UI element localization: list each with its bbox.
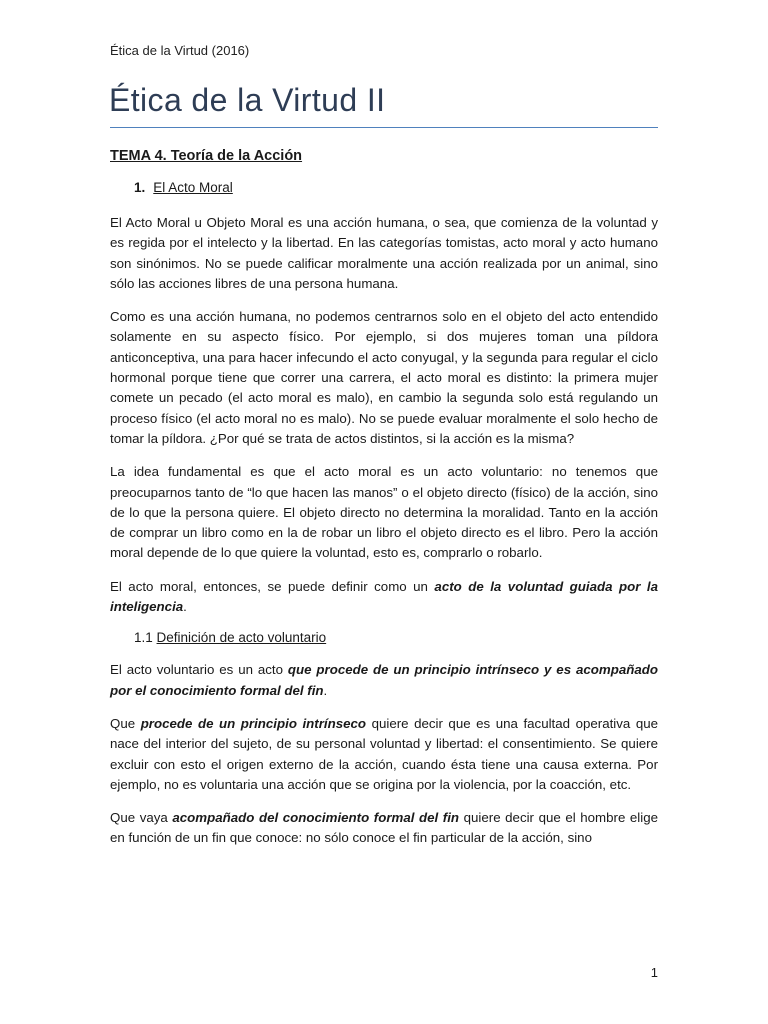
section-label: El Acto Moral	[153, 180, 233, 195]
section-number: 1.	[134, 180, 146, 195]
text-run: quiere decir que el hombre elige en función de un fin que conoce: no sólo conoce el fin particular de la acción, sino	[110, 810, 659, 846]
text-run: El acto voluntario es un acto	[110, 662, 288, 678]
emphasized-text: procede de un principio intrínseco	[140, 715, 367, 731]
chapter-heading: TEMA 4. Teoría de la Acción	[110, 148, 303, 164]
text-run: Que	[110, 715, 141, 731]
emphasized-text: acompañado del conocimiento formal del fin	[172, 810, 460, 826]
page-number: 1	[650, 965, 658, 980]
text-run: .	[183, 599, 187, 615]
paragraph-2: Como es una acción humana, no podemos centrarnos solo en el objeto del acto entendido solamente en su aspecto físico. Por ejemplo, si dos mujeres toman una píldora anticonceptiva, una para hacer infecundo el acto conyugal, y la segunda para regular el ciclo hormonal porque tiene que correr una carrera, el acto moral es distinto: la primera mujer comete un pecado (el acto moral es malo), en cambio la segunda solo está regulando un proceso físico (el acto moral no es malo). No se puede evaluar moralmente el solo hecho de tomar la píldora. ¿Por qué se trata de actos distintos, si la acción es la misma?	[110, 309, 658, 446]
emphasized-text: acto de la voluntad guiada por la inteligencia	[110, 578, 659, 615]
paragraph-4	[110, 577, 658, 618]
subsection-label: Definición de acto voluntario	[156, 630, 327, 646]
paragraph-3: La idea fundamental es que el acto moral es un acto voluntario: no tenemos que preocuparnos tanto de “lo que hacen las manos” o el objeto directo (físico) de la acción, sino de lo que la persona quiere. El objeto directo no determina la moralidad. Tanto en la acción de comprar un libro como en la de robar un libro el objeto directo es el libro. Pero la acción moral depende de lo que quiere la voluntad, esto es, comprarlo o robarlo.	[110, 464, 658, 561]
paragraph-1: El Acto Moral u Objeto Moral es una acción humana, o sea, que comienza de la voluntad y es regida por el intelecto y la libertad. En las categorías tomistas, acto moral y acto humano son sinónimos. No se puede calificar moralmente una acción realizada por un animal, sino sólo las acciones libres de una persona humana.	[110, 215, 658, 291]
subsection-number: 1.1	[134, 630, 153, 646]
emphasized-text: que procede de un principio intrínseco y es acompañado por el conocimiento formal del fin	[110, 662, 658, 698]
text-run: Que vaya	[110, 810, 173, 826]
paragraph-5	[110, 660, 658, 701]
paragraph-7	[110, 808, 658, 849]
subsection-heading-1-1	[134, 630, 658, 645]
paragraph-6	[110, 714, 658, 795]
text-run: .	[323, 682, 328, 698]
text-run: quiere decir que es una facultad operativa que nace del interior del sujeto, de su personal voluntad y libertad: el consentimiento. Se quiere excluir con esto el origen externo de la acción, cuando ésta tiene una causa externa. Por ejemplo, no es voluntaria una acción que se origina por la violencia, por la coacción, etc.	[110, 715, 659, 792]
title-underline-rule	[110, 127, 658, 128]
running-header: Ética de la Virtud (2016)	[110, 43, 250, 58]
section-heading-1	[134, 180, 658, 195]
text-run: El acto moral, entonces, se puede definir como un	[110, 578, 435, 594]
document-title: Ética de la Virtud II	[109, 82, 386, 118]
document-body	[110, 148, 658, 862]
